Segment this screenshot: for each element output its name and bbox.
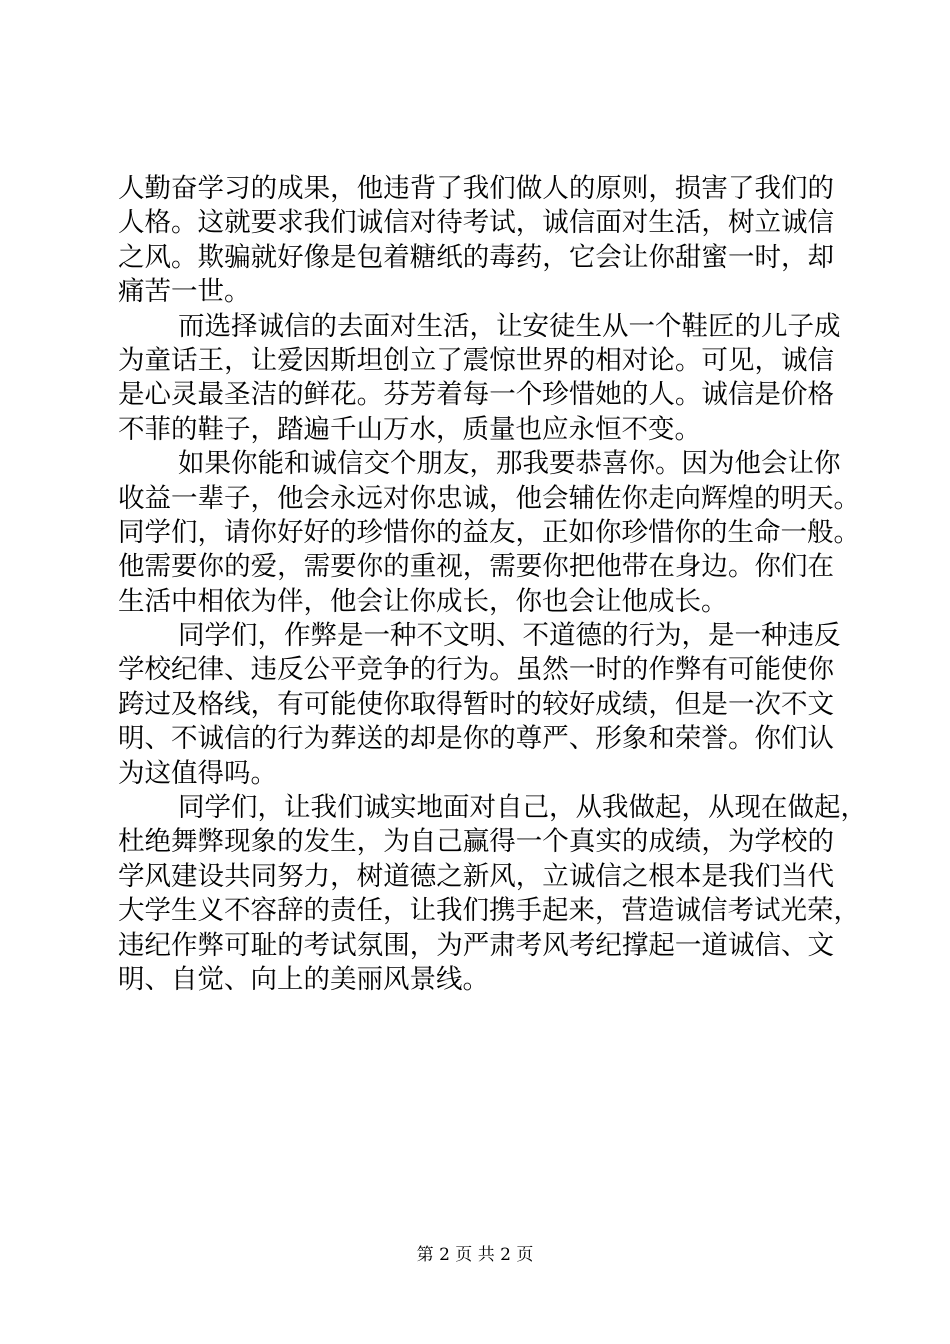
text-line: 他需要你的爱，需要你的重视，需要你把他带在身边。你们在 <box>118 551 834 583</box>
text-line: 收益一辈子，他会永远对你忠诚，他会辅佐你走向辉煌的明天。 <box>118 482 860 514</box>
text-line: 痛苦一世。 <box>118 276 251 308</box>
text-line: 人勤奋学习的成果，他违背了我们做人的原则，损害了我们的 <box>118 173 834 204</box>
text-line: 是心灵最圣洁的鲜花。芬芳着每一个珍惜她的人。诚信是价格 <box>118 379 834 411</box>
paragraph-first-line: 如果你能和诚信交个朋友，那我要恭喜你。因为他会让你 <box>178 448 841 480</box>
document-body <box>118 172 867 997</box>
text-line: 人格。这就要求我们诚信对待考试，诚信面对生活，树立诚信 <box>118 207 834 239</box>
text-line: 同学们，请你好好的珍惜你的益友，正如你珍惜你的生命一般。 <box>118 516 860 548</box>
text-line: 为这值得吗。 <box>118 757 277 789</box>
text-line: 明、自觉、向上的美丽风景线。 <box>118 963 489 995</box>
paragraph-first-line: 同学们，作弊是一种不文明、不道德的行为，是一种违反 <box>178 620 841 652</box>
text-line: 学风建设共同努力，树道德之新风，立诚信之根本是我们当代 <box>118 860 834 892</box>
text-line: 违纪作弊可耻的考试氛围，为严肃考风考纪撑起一道诚信、文 <box>118 929 834 961</box>
text-line: 杜绝舞弊现象的发生，为自己赢得一个真实的成绩，为学校的 <box>118 826 834 858</box>
text-line: 生活中相依为伴，他会让你成长，你也会让他成长。 <box>118 585 728 617</box>
text-line: 学校纪律、违反公平竞争的行为。虽然一时的作弊有可能使你 <box>118 654 834 686</box>
paragraph-first-line: 而选择诚信的去面对生活，让安徒生从一个鞋匠的儿子成 <box>178 310 841 342</box>
text-line: 之风。欺骗就好像是包着糖纸的毒药，它会让你甜蜜一时，却 <box>118 241 834 273</box>
text-line: 跨过及格线，有可能使你取得暂时的较好成绩，但是一次不文 <box>118 688 834 720</box>
text-line: 为童话王，让爱因斯坦创立了震惊世界的相对论。可见，诚信 <box>118 344 834 376</box>
page-footer <box>0 1243 950 1267</box>
page-number-label: 第 2 页 共 2 页 <box>416 1245 534 1265</box>
text-line: 不菲的鞋子，踏遍千山万水，质量也应永恒不变。 <box>118 413 701 445</box>
text-line: 大学生义不容辞的责任，让我们携手起来，营造诚信考试光荣， <box>118 895 860 927</box>
text-line: 明、不诚信的行为葬送的却是你的尊严、形象和荣誉。你们认 <box>118 723 834 755</box>
paragraph-first-line: 同学们，让我们诚实地面对自己，从我做起，从现在做起， <box>178 792 867 824</box>
